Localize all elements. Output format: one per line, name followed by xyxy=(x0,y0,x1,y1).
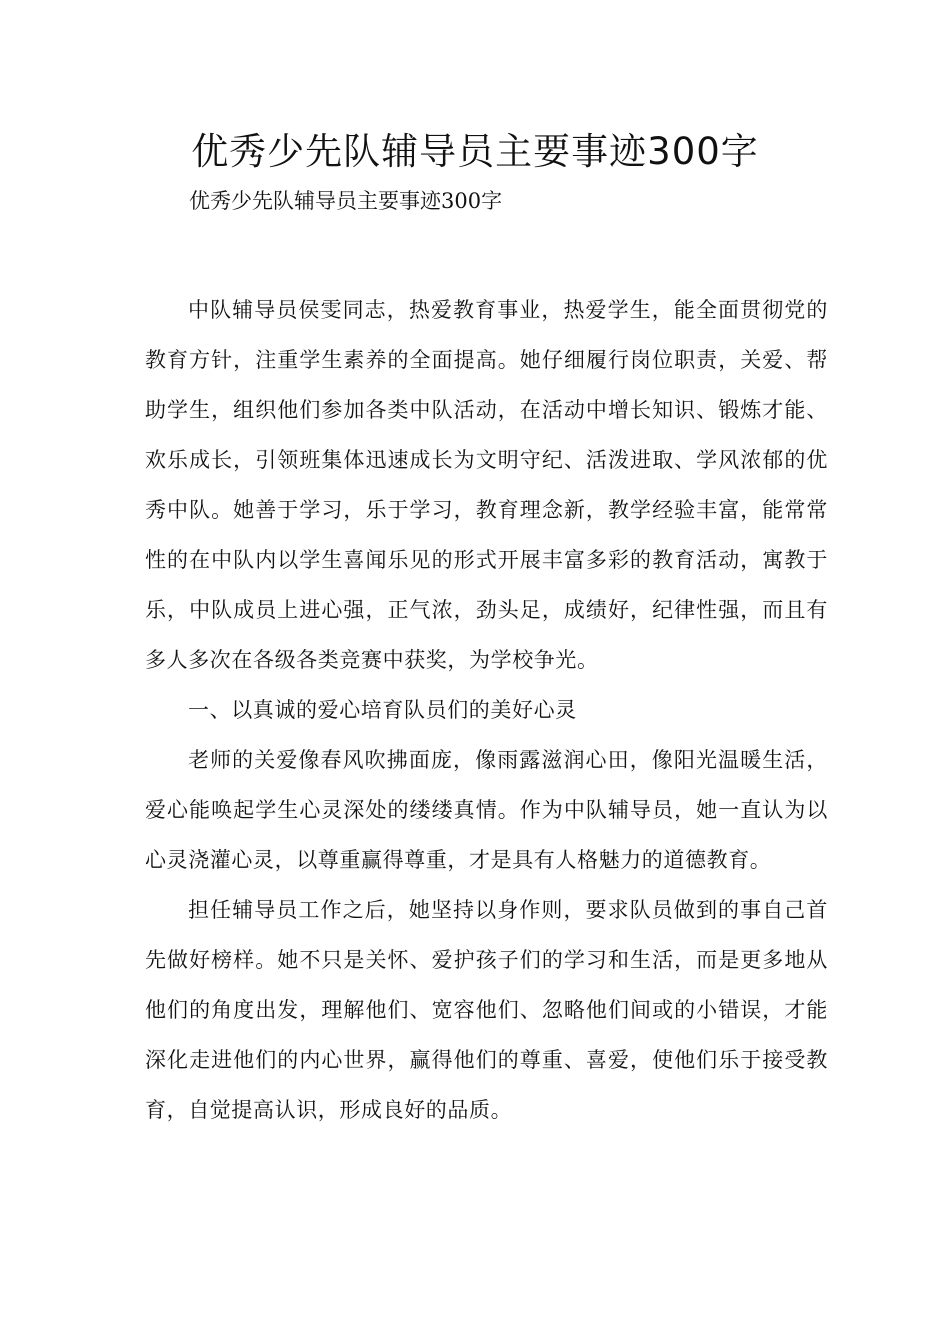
document-body xyxy=(145,285,828,1135)
paragraph-role-model: 担任辅导员工作之后，她坚持以身作则，要求队员做到的事自己首先做好榜样。她不只是关怀、爱护孩子们的学习和生活，而是更多地从他们的角度出发，理解他们、宽容他们、忽略他们间或的小错误，才能深化走进他们的内心世界，赢得他们的尊重、喜爱，使他们乐于接受教育，自觉提高认识，形成良好的品质。 xyxy=(145,898,828,1122)
paragraph-intro: 中队辅导员侯雯同志，热爱教育事业，热爱学生，能全面贯彻党的教育方针，注重学生素养的全面提高。她仔细履行岗位职责，关爱、帮助学生，组织他们参加各类中队活动，在活动中增长知识、锻炼才能、欢乐成长，引领班集体迅速成长为文明守纪、活泼进取、学风浓郁的优秀中队。她善于学习，乐于学习，教育理念新，教学经验丰富，能常常性的在中队内以学生喜闻乐见的形式开展丰富多彩的教育活动，寓教于乐，中队成员上进心强，正气浓，劲头足，成绩好，纪律性强，而且有多人多次在各级各类竞赛中获奖，为学校争光。 xyxy=(145,298,828,672)
document-title: 优秀少先队辅导员主要事迹300字 xyxy=(191,130,759,173)
section-heading: 一、以真诚的爱心培育队员们的美好心灵 xyxy=(188,698,577,722)
paragraph-care: 老师的关爱像春风吹拂面庞，像雨露滋润心田，像阳光温暖生活，爱心能唤起学生心灵深处的缕缕真情。作为中队辅导员，她一直认为以心灵浇灌心灵，以尊重赢得尊重，才是具有人格魅力的道德教育。 xyxy=(145,748,828,872)
document-subtitle: 优秀少先队辅导员主要事迹300字 xyxy=(189,189,503,213)
